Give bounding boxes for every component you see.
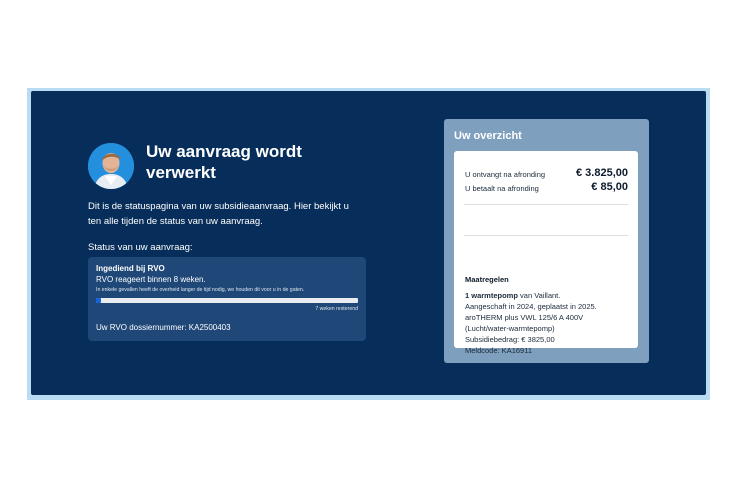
pay-amount: € 85,00 (591, 181, 628, 193)
measure-line: aroTHERM plus VWL 125/6 A 400V (465, 313, 584, 322)
status-progress-bar (96, 298, 358, 303)
status-progress-fill (96, 298, 101, 303)
overview-panel (444, 119, 649, 363)
divider (464, 204, 628, 205)
overview-card (454, 151, 638, 355)
page-title: Uw aanvraag wordt verwerkt (146, 142, 302, 182)
measure-line: Meldcode: KA16911 (465, 346, 532, 355)
receive-amount: € 3.825,00 (576, 167, 628, 179)
measure-lead-bold: 1 warmtepomp (465, 291, 518, 300)
measure-lead-rest: van Vaillant. (517, 291, 561, 300)
measure-line: (Lucht/water-warmtepomp) (465, 324, 555, 333)
receive-label: U ontvangt na afronding (465, 170, 546, 179)
measures-details (465, 290, 635, 356)
measure-line: Subsidiebedrag: € 3825,00 (465, 335, 555, 344)
pay-label: U betaalt na afronding (465, 184, 539, 193)
remaining-time: 7 weken resterend (315, 306, 358, 312)
divider (464, 235, 628, 236)
status-card-subtitle: RVO reageert binnen 8 weken. (96, 275, 206, 284)
status-label: Status van uw aanvraag: (88, 242, 193, 253)
status-card-title: Ingediend bij RVO (96, 264, 165, 273)
status-card-note: In enkele gevallen heeft de overheid langer de tijd nodig, we houden dit voor u in de gaten. (96, 287, 305, 293)
measure-line (465, 290, 635, 301)
measure-line: Aangeschaft in 2024, geplaatst in 2025. (465, 302, 597, 311)
intro-text: Dit is de statuspagina van uw subsidieaanvraag. Hier bekijkt u ten alle tijden de status van uw aanvraag. (88, 201, 349, 227)
measures-title: Maatregelen (465, 275, 509, 284)
overview-title: Uw overzicht (454, 130, 522, 142)
advisor-avatar (88, 143, 134, 189)
status-card (88, 257, 366, 341)
dossier-number: Uw RVO dossiernummer: KA2500403 (96, 323, 231, 332)
